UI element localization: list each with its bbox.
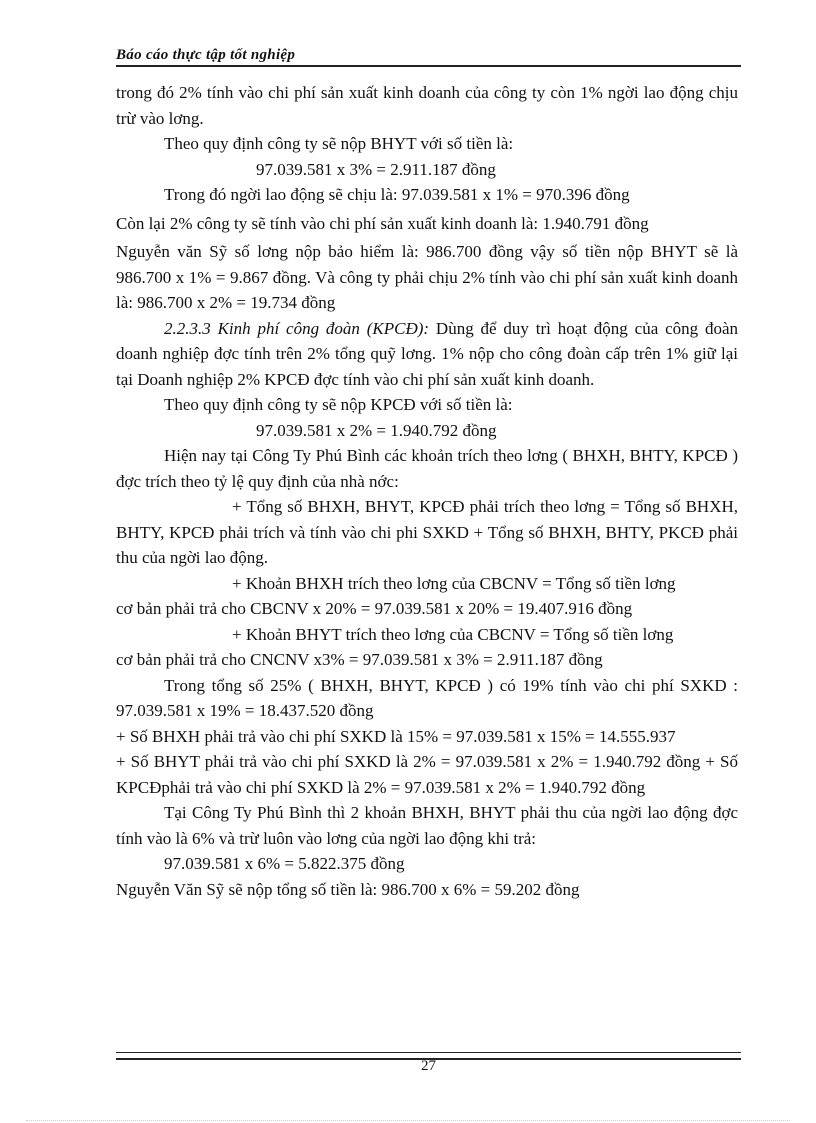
formula-line: 97.039.581 x 2% = 1.940.792 đồng — [256, 420, 497, 440]
paragraph: + Số BHYT phải trả vào chi phí SXKD là 2% = 97.039.581 x 2% = 1.940.792 đồng + Số KPCĐphải trả vào chi phí SXKD là 2% = 97.039.581 x 2% = 1.940.792 đồng — [116, 752, 738, 797]
paragraph: Trong tổng số 25% ( BHXH, BHYT, KPCĐ ) có 19% tính vào chi phí SXKD : 97.039.581 x 19% = 18.437.520 đồng — [116, 675, 738, 720]
paragraph: Còn lại 2% công ty sẽ tính vào chi phí sản xuất kinh doanh là: 1.940.791 đồng — [116, 213, 649, 233]
paragraph: Hiện nay tại Công Ty Phú Bình các khoản trích theo lơng ( BHXH, BHTY, KPCĐ ) đợc trích theo tỷ lệ quy định của nhà nớc: — [116, 446, 738, 491]
page-content — [116, 80, 738, 902]
paragraph: Theo quy định công ty sẽ nộp BHYT với số tiền là: — [164, 134, 514, 153]
formula-line: 97.039.581 x 6% = 5.822.375 đồng — [164, 854, 405, 873]
section-text: Dùng để duy trì hoạt động của công đoàn doanh nghiệp đợc tính trên 2% tổng quỹ lơng. 1% nộp cho công đoàn cấp trên 1% giữ lại tại Doanh nghiệp 2% KPCĐ đợc tính vào chi phí sản xuất kinh doanh. — [116, 318, 738, 389]
section-heading: 2.2.3.3 Kinh phí công đoàn (KPCĐ): — [164, 318, 430, 338]
page-edge-divider — [26, 1120, 790, 1121]
paragraph: Nguyễn Văn Sỹ sẽ nộp tổng số tiền là: 986.700 x 6% = 59.202 đồng — [116, 879, 580, 899]
paragraph: Trong đó ngời lao động sẽ chịu là: 97.039.581 x 1% = 970.396 đồng — [164, 185, 630, 204]
paragraph: + Khoản BHYT trích theo lơng của CBCNV = Tổng số tiền lơng — [232, 624, 674, 644]
paragraph: cơ bản phải trả cho CNCNV x3% = 97.039.581 x 3% = 2.911.187 đồng — [116, 650, 603, 669]
paragraph: cơ bản phải trả cho CBCNV x 20% = 97.039.581 x 20% = 19.407.916 đồng — [116, 599, 633, 618]
formula-line: 97.039.581 x 3% = 2.911.187 đồng — [256, 159, 496, 179]
paragraph: + Tổng số BHXH, BHYT, KPCĐ phải trích theo lơng = Tổng số BHXH, BHTY, KPCĐ phải trích và tính vào chi phi SXKD + Tổng số BHXH, BHTY, PKCĐ phải thu của ngời lao động. — [116, 497, 738, 567]
paragraph: Nguyễn văn Sỹ số lơng nộp bảo hiểm là: 986.700 đồng vậy số tiền nộp BHYT sẽ là 986.700 x 1% = 9.867 đồng. Và công ty phải chịu 2% tính vào chi phí sản xuất kinh doanh là: 986.700 x 2% = 19.734 đồng — [116, 242, 738, 312]
paragraph: Tại Công Ty Phú Bình thì 2 khoản BHXH, BHYT phải thu của ngời lao động đợc tính vào là 6% và trừ luôn vào lơng của ngời lao động khi trả: — [116, 803, 738, 848]
header-title: Báo cáo thực tập tốt nghiệp — [116, 47, 296, 63]
paragraph: Theo quy định công ty sẽ nộp KPCĐ với số tiền là: — [164, 395, 513, 414]
page-header — [116, 46, 741, 67]
page-number: 27 — [421, 1058, 436, 1074]
section-paragraph — [116, 316, 738, 393]
paragraph: trong đó 2% tính vào chi phí sản xuất kinh doanh của công ty còn 1% ngời lao động chịu trừ vào lơng. — [116, 83, 738, 128]
paragraph: + Số BHXH phải trả vào chi phí SXKD là 15% = 97.039.581 x 15% = 14.555.937 — [116, 726, 676, 746]
paragraph: + Khoản BHXH trích theo lơng của CBCNV = Tổng số tiền lơng — [232, 573, 676, 593]
